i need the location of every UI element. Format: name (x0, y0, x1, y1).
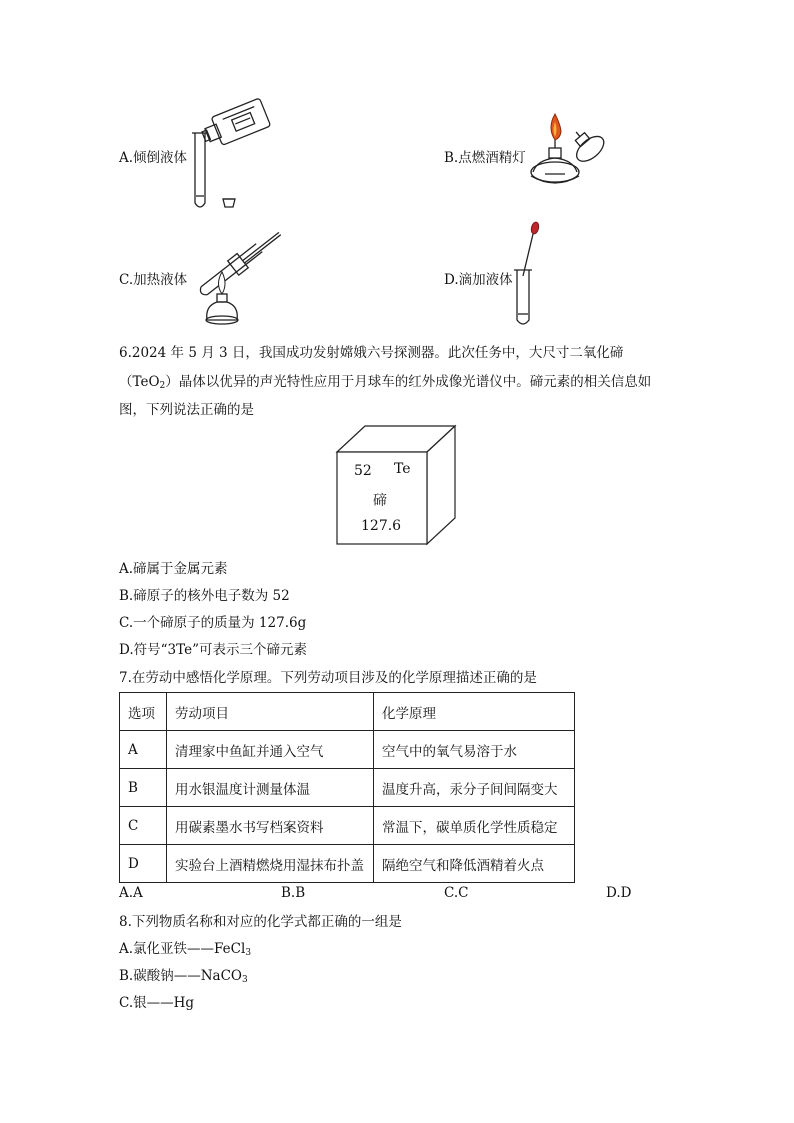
table-row (120, 769, 575, 807)
element-symbol: Te (394, 461, 411, 477)
table-cell: 用碳素墨水书写档案资料 (167, 807, 374, 845)
q8-stem: 8.下列物质名称和对应的化学式都正确的一组是 (119, 914, 402, 930)
table-header-cell: 劳动项目 (167, 693, 374, 731)
table-cell: B (120, 769, 167, 807)
table-cell: 空气中的氧气易溶于水 (374, 731, 575, 769)
q7-table (119, 692, 575, 883)
q6-option-c[interactable]: C.一个碲原子的质量为 127.6g (119, 615, 307, 631)
table-row (120, 845, 575, 883)
q5-option-a[interactable]: A.倾倒液体 (119, 150, 188, 166)
q7-answer-b[interactable]: B.B (281, 885, 306, 901)
q6-stem-line3: 图，下列说法正确的是 (119, 402, 254, 418)
q6-stem-line2: （TeO$_2$）晶体以优异的声光特性应用于月球车的红外成像光谱仪中。碲元素的相关信息如 (119, 374, 652, 391)
table-cell: A (120, 731, 167, 769)
table-cell: 清理家中鱼缸并通入空气 (167, 731, 374, 769)
table-row (120, 807, 575, 845)
table-cell: D (120, 845, 167, 883)
element-atomic-mass: 127.6 (361, 518, 402, 534)
table-cell: C (120, 807, 167, 845)
q7-stem: 7.在劳动中感悟化学原理。下列劳动项目涉及的化学原理描述正确的是 (119, 670, 537, 686)
table-header-row (120, 693, 575, 731)
table-header-cell: 选项 (120, 693, 167, 731)
q5-option-d[interactable]: D.滴加液体 (444, 272, 513, 288)
q6-option-a[interactable]: A.碲属于金属元素 (119, 561, 228, 577)
q7-answer-d[interactable]: D.D (606, 885, 632, 901)
q7-answer-a[interactable]: A.A (119, 885, 143, 901)
table-cell: 实验台上酒精燃烧用湿抹布扑盖 (167, 845, 374, 883)
table-cell: 常温下，碳单质化学性质稳定 (374, 807, 575, 845)
pouring-liquid-illustration (185, 95, 280, 215)
heating-liquid-illustration (195, 222, 300, 327)
q8-option-a[interactable]: A.氯化亚铁——FeCl$_3$ (119, 941, 252, 958)
q8-option-c[interactable]: C.银——Hg (119, 995, 195, 1011)
table-cell: 用水银温度计测量体温 (167, 769, 374, 807)
q6-stem-line1: 6.2024 年 5 月 3 日，我国成功发射嫦娥六号探测器。此次任务中，大尺寸二氧化碲 (119, 345, 624, 361)
q6-option-b[interactable]: B.碲原子的核外电子数为 52 (119, 588, 290, 604)
table-row (120, 731, 575, 769)
element-name: 碲 (373, 493, 387, 509)
lighting-alcohol-lamp-illustration (525, 110, 615, 195)
q5-option-b[interactable]: B.点燃酒精灯 (444, 150, 526, 166)
q6-option-d[interactable]: D.符号“3Te”可表示三个碲元素 (119, 642, 307, 658)
table-header-cell: 化学原理 (374, 693, 575, 731)
q7-answer-c[interactable]: C.C (444, 885, 469, 901)
table-cell: 隔绝空气和降低酒精着火点 (374, 845, 575, 883)
element-atomic-number: 52 (354, 463, 372, 479)
q8-option-b[interactable]: B.碳酸钠——NaCO$_3$ (119, 968, 248, 985)
q5-option-c[interactable]: C.加热液体 (119, 272, 188, 288)
table-cell: 温度升高，汞分子间间隔变大 (374, 769, 575, 807)
